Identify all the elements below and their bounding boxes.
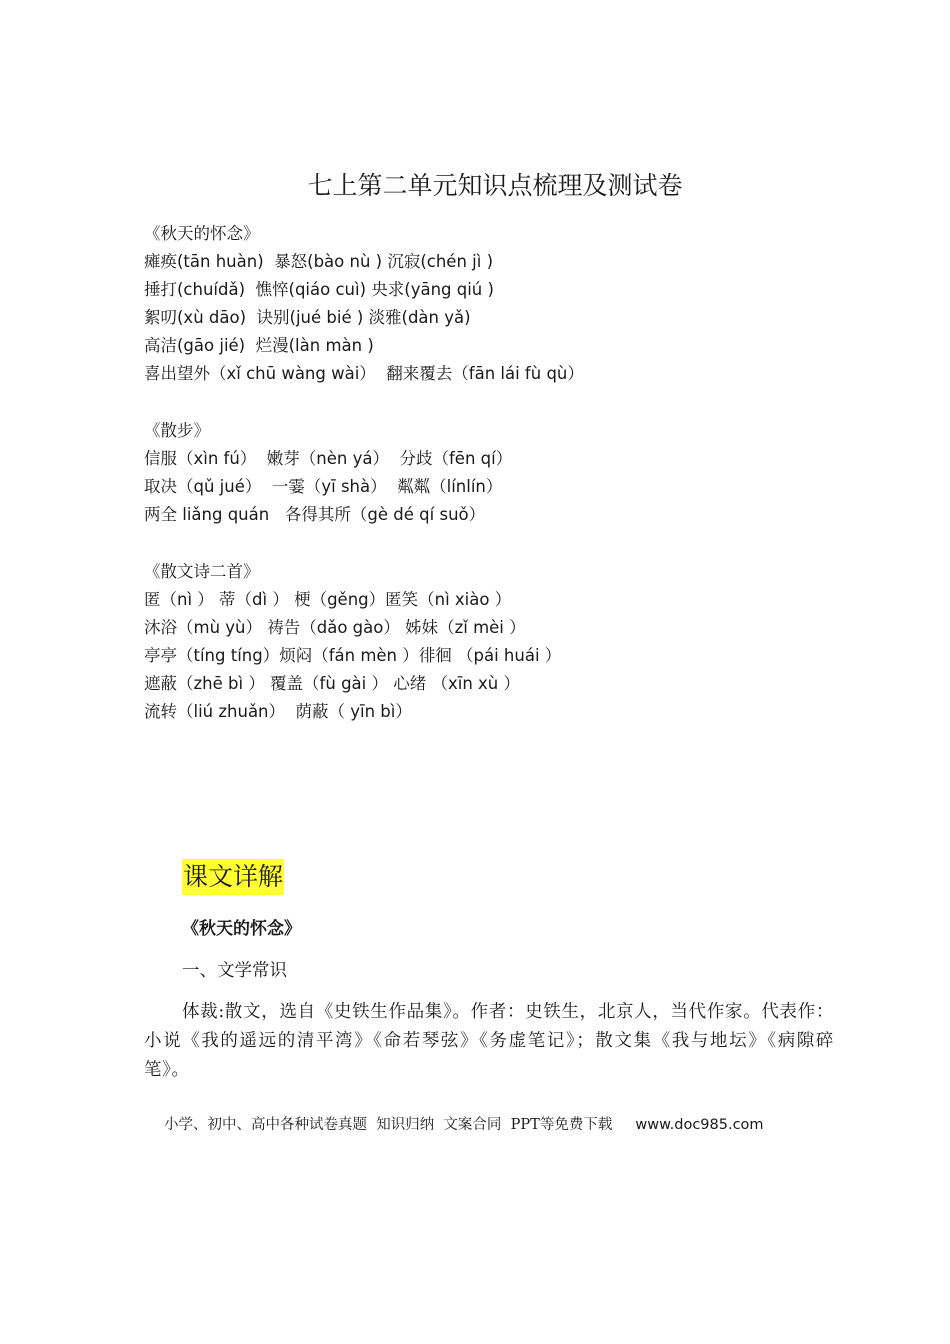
footer-text: 小学、初中、高中各种试卷真题 知识归纳 文案合同 PPT等免费下载	[164, 1117, 613, 1133]
vocab-heading: 《秋天的怀念》	[144, 224, 260, 243]
vocab-line: 匿（nì ） 蒂（dì ） 梗（gěng）匿笑（nì xiào ）	[144, 590, 512, 609]
vocab-section-qiutian	[144, 220, 584, 388]
body-paragraph: 体裁:散文，选自《史铁生作品集》。作者：史铁生，北京人，当代作家。代表作：小说《我的遥远的清平湾》《命若琴弦》《务虚笔记》；散文集《我与地坛》《病隙碎笔》。	[144, 1002, 834, 1080]
page-footer	[164, 1113, 764, 1137]
vocab-line: 捶打(chuídǎ) 憔悴(qiáo cuì) 央求(yāng qiú )	[144, 280, 494, 299]
vocab-line: 絮叨(xù dāo) 诀别(jué bié ) 淡雅(dàn yǎ)	[144, 308, 471, 327]
vocab-heading: 《散步》	[144, 421, 210, 440]
document-title: 七上第二单元知识点梳理及测试卷	[307, 171, 683, 200]
vocab-line: 亭亭（tíng tíng）烦闷（fán mèn ）徘徊 （pái huái ）	[144, 646, 562, 665]
vocab-heading: 《散文诗二首》	[144, 562, 260, 581]
vocab-line: 高洁(gāo jié) 烂漫(làn màn )	[144, 336, 374, 355]
vocab-section-sanbu	[144, 417, 512, 529]
vocab-line: 信服（xìn fú） 嫩芽（nèn yá） 分歧（fēn qí）	[144, 449, 513, 468]
vocab-line: 遮蔽（zhē bì ） 覆盖（fù gài ） 心绪 （xīn xù ）	[144, 674, 520, 693]
vocab-line: 取决（qǔ jué） 一霎（yī shà） 粼粼（línlín）	[144, 477, 503, 496]
vocab-line: 流转（liú zhuǎn） 荫蔽（ yīn bì）	[144, 702, 412, 721]
lesson-title: 《秋天的怀念》	[182, 919, 301, 939]
footer-url[interactable]: www.doc985.com	[635, 1117, 764, 1133]
vocab-section-sanwenshi	[144, 558, 561, 726]
vocab-line: 两全 liǎng quán 各得其所（gè dé qí suǒ）	[144, 505, 486, 524]
section-heading-highlighted: 课文详解	[182, 859, 284, 895]
vocab-line: 沐浴（mù yù） 祷告（dǎo gào） 姊妹（zǐ mèi ）	[144, 618, 526, 637]
subheading-literary-knowledge: 一、文学常识	[182, 961, 287, 981]
vocab-line: 喜出望外（xǐ chū wàng wài） 翻来覆去（fān lái fù qù）	[144, 364, 584, 383]
vocab-line: 瘫痪(tān huàn) 暴怒(bào nù ) 沉寂(chén jì )	[144, 252, 494, 271]
